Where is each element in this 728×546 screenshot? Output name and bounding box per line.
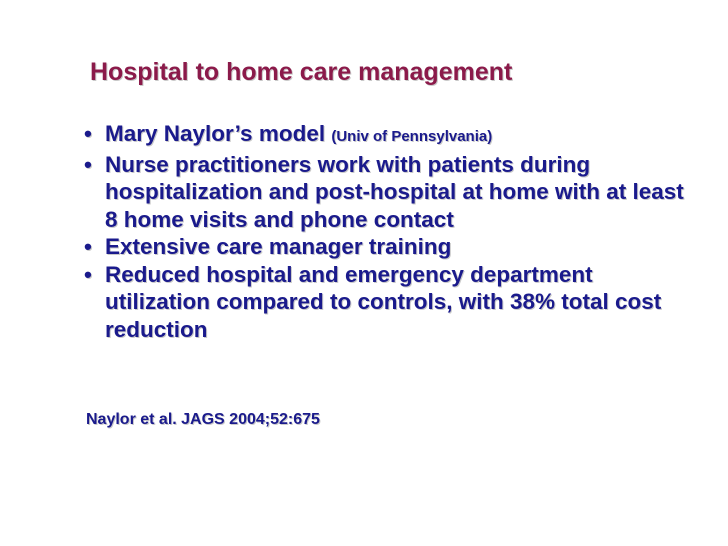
bullet-dot: • <box>84 151 92 177</box>
bullet-text: Extensive care manager training <box>105 234 452 259</box>
bullet-list <box>84 120 694 343</box>
citation: Naylor et al. JAGS 2004;52:675 <box>86 411 320 428</box>
bullet-dot: • <box>84 234 92 259</box>
bullet-affiliation: (Univ of Pennsylvania) <box>331 128 493 145</box>
bullet-dot: • <box>84 121 92 146</box>
bullet-dot: • <box>84 261 92 287</box>
bullet-item-nurse-practitioners <box>84 151 694 234</box>
bullet-text: Reduced hospital and emergency department utilization compared to controls, with 38% total cost reduction <box>105 261 662 342</box>
bullet-item-outcomes <box>84 261 694 344</box>
bullet-text: Mary Naylor’s model <box>105 121 332 146</box>
bullet-item-model <box>84 120 694 151</box>
bullet-text: Nurse practitioners work with patients during hospitalization and post-hospital at home with at least 8 home visits and phone contact <box>105 151 684 232</box>
slide-title: Hospital to home care management <box>90 58 513 86</box>
bullet-item-training <box>84 233 694 261</box>
